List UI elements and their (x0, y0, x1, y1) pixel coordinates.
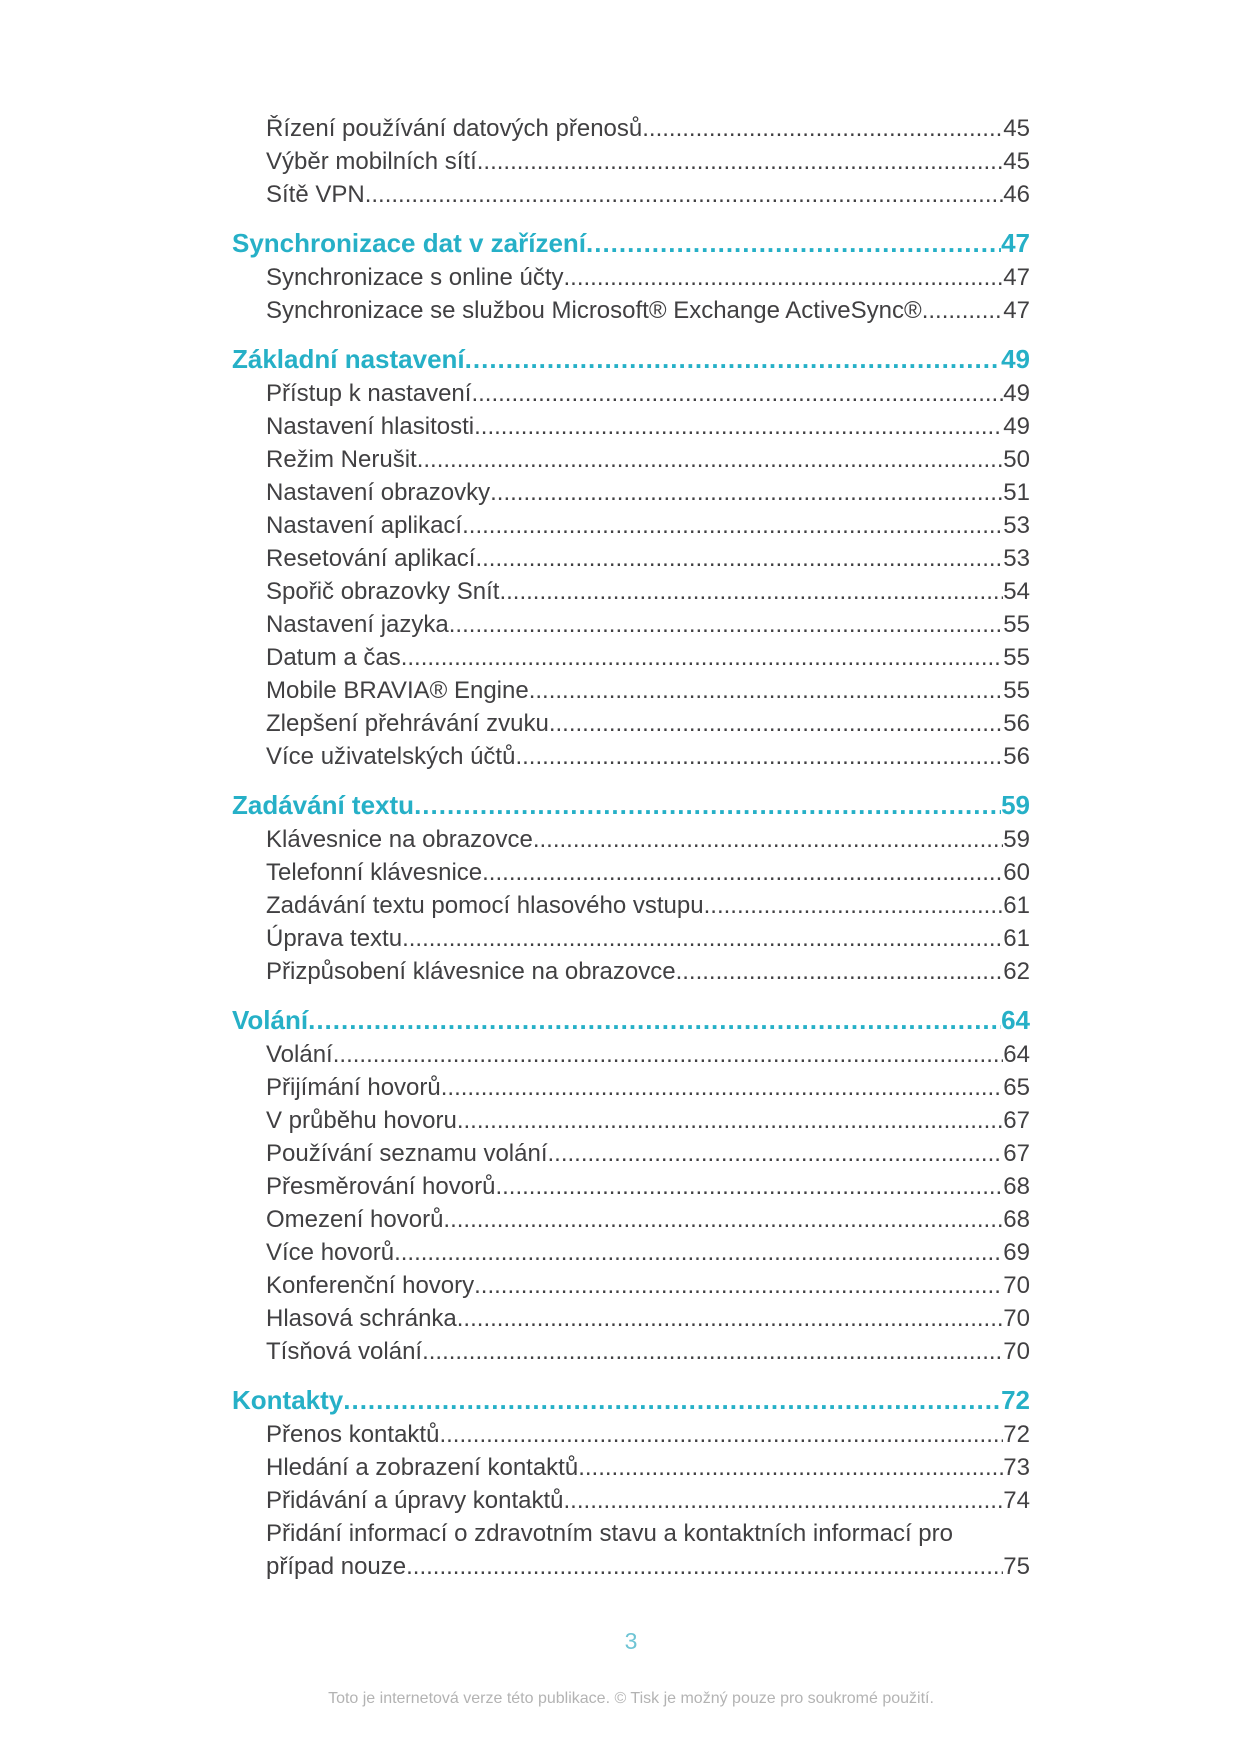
toc-entry-page: 70 (1003, 1305, 1030, 1332)
toc-leader-dots (457, 1104, 1003, 1137)
toc-leader-dots (471, 377, 1003, 410)
toc-entry-label: Datum a čas (266, 644, 401, 671)
toc-entry-label: Režim Nerušit (266, 446, 417, 473)
toc-entry-label: Synchronizace dat v zařízení (232, 228, 587, 258)
toc-entry-row[interactable] (232, 608, 1030, 641)
toc-entry-page: 59 (1001, 790, 1030, 820)
toc-entry-label: Nastavení obrazovky (266, 479, 491, 506)
toc-entry-page: 60 (1003, 859, 1030, 886)
toc-entry-page: 67 (1003, 1107, 1030, 1134)
toc-entry-label: Více uživatelských účtů (266, 743, 516, 770)
toc-entry-label: Přenos kontaktů (266, 1421, 440, 1448)
toc-leader-dots (449, 608, 1004, 641)
toc-entry-row[interactable] (232, 575, 1030, 608)
toc-entry-label: Řízení používání datových přenosů (266, 115, 643, 142)
toc-entry-page: 74 (1003, 1487, 1030, 1514)
toc-leader-dots (343, 1382, 1001, 1418)
toc-leader-dots (475, 542, 1003, 575)
toc-entry-row[interactable] (232, 476, 1030, 509)
toc-entry-row[interactable] (232, 1302, 1030, 1335)
toc-entry-row[interactable] (232, 261, 1030, 294)
toc-leader-dots (676, 955, 1004, 988)
toc-leader-dots (533, 823, 1003, 856)
toc-leader-dots (439, 1418, 1003, 1451)
toc-entry-row[interactable] (232, 1451, 1030, 1484)
toc-leader-dots (474, 410, 1003, 443)
toc-entry-page: 49 (1001, 344, 1030, 374)
toc-entry-row[interactable] (232, 443, 1030, 476)
toc-entry-row[interactable] (232, 1418, 1030, 1451)
toc-leader-dots (642, 112, 1003, 145)
toc-leader-dots (402, 922, 1003, 955)
toc-entry-label: Konferenční hovory (266, 1272, 475, 1299)
toc-leader-dots (529, 674, 1004, 707)
toc-entry-page: 50 (1003, 446, 1030, 473)
toc-entry-row[interactable] (232, 707, 1030, 740)
toc-entry-row[interactable] (232, 1236, 1030, 1269)
toc-entry-label: Telefonní klávesnice (266, 859, 483, 886)
toc-entry-label: Synchronizace se službou Microsoft® Exchange ActiveSync® (266, 297, 922, 324)
toc-entry-page: 56 (1003, 710, 1030, 737)
toc-entry-page: 64 (1001, 1005, 1030, 1035)
toc-entry-row[interactable] (232, 1203, 1030, 1236)
toc-leader-dots (365, 178, 1004, 211)
toc-entry-row[interactable] (232, 410, 1030, 443)
toc-entry-page: 72 (1003, 1421, 1030, 1448)
toc-entry-page: 56 (1003, 743, 1030, 770)
toc-leader-dots (441, 1071, 1004, 1104)
toc-leader-dots (490, 476, 1003, 509)
toc-entry-label: Základní nastavení (232, 344, 465, 374)
toc-entry-label: Přijímání hovorů (266, 1074, 441, 1101)
toc-entry-row[interactable] (232, 377, 1030, 410)
toc-leader-dots (564, 261, 1004, 294)
toc-entry-page: 55 (1003, 611, 1030, 638)
toc-entry-row[interactable] (232, 542, 1030, 575)
toc-leader-dots (457, 1302, 1004, 1335)
toc-section-row[interactable] (232, 225, 1030, 261)
toc-leader-dots (586, 225, 1001, 261)
toc-entry-page: 70 (1003, 1338, 1030, 1365)
toc-entry-page: 73 (1003, 1454, 1030, 1481)
toc-entry-label: Klávesnice na obrazovce (266, 826, 533, 853)
toc-entry-row[interactable] (232, 674, 1030, 707)
toc-entry-label: V průběhu hovoru (266, 1107, 457, 1134)
toc-entry-label: Spořič obrazovky Snít (266, 578, 500, 605)
toc-entry-label: Tísňová volání (266, 1338, 423, 1365)
toc-entry-label: Zadávání textu pomocí hlasového vstupu (266, 892, 704, 919)
toc-entry-page: 47 (1003, 264, 1030, 291)
toc-leader-dots (499, 575, 1003, 608)
toc-leader-dots (515, 740, 1003, 773)
toc-entry-row[interactable] (232, 1137, 1030, 1170)
toc-entry-label: Úprava textu (266, 925, 403, 952)
toc-entry-page: 75 (1003, 1553, 1030, 1580)
toc-entry-label: Výběr mobilních sítí (266, 148, 477, 175)
toc-entry-row[interactable] (232, 178, 1030, 211)
toc-entry-label: Přidání informací o zdravotním stavu a kontaktních informací pro (266, 1520, 953, 1547)
toc-entry-row[interactable] (232, 1071, 1030, 1104)
toc-entry-page: 45 (1003, 148, 1030, 175)
toc-entry-row[interactable] (232, 1517, 1030, 1583)
toc-leader-dots (394, 1236, 1003, 1269)
toc-entry-label: Hledání a zobrazení kontaktů (266, 1454, 579, 1481)
toc-leader-dots (406, 1550, 1003, 1583)
toc-entry-page: 53 (1003, 545, 1030, 572)
toc-entry-row[interactable] (232, 922, 1030, 955)
toc-entry-label: Synchronizace s online účty (266, 264, 564, 291)
toc-entry-row[interactable] (232, 1104, 1030, 1137)
toc-entry-label: Volání (232, 1005, 309, 1035)
toc-leader-dots (477, 145, 1004, 178)
toc-leader-dots (495, 1170, 1003, 1203)
toc-entry-row[interactable] (232, 294, 1030, 327)
toc-leader-dots (414, 787, 1001, 823)
toc-entry-label: Sítě VPN (266, 181, 365, 208)
toc-entry-label: případ nouze (266, 1553, 407, 1580)
toc-entry-label: Přidávání a úpravy kontaktů (266, 1487, 564, 1514)
toc-entry-page: 68 (1003, 1206, 1030, 1233)
toc-entry-row[interactable] (232, 145, 1030, 178)
toc-entry-row[interactable] (232, 509, 1030, 542)
toc-list (232, 112, 1030, 1583)
toc-entry-page: 55 (1003, 644, 1030, 671)
toc-entry-label: Omezení hovorů (266, 1206, 444, 1233)
toc-entry-label: Přesměrování hovorů (266, 1173, 496, 1200)
toc-entry-page: 61 (1003, 925, 1030, 952)
toc-entry-page: 62 (1003, 958, 1030, 985)
toc-leader-dots (564, 1484, 1004, 1517)
toc-leader-dots (308, 1002, 1001, 1038)
toc-entry-row[interactable] (232, 823, 1030, 856)
toc-entry-label: Nastavení hlasitosti (266, 413, 475, 440)
toc-entry-label: Přístup k nastavení (266, 380, 472, 407)
toc-entry-label: Nastavení aplikací (266, 512, 463, 539)
toc-entry-label: Resetování aplikací (266, 545, 476, 572)
toc-entry-page: 49 (1003, 380, 1030, 407)
toc-entry-label: Volání (266, 1041, 333, 1068)
toc-entry-page: 46 (1003, 181, 1030, 208)
toc-leader-dots (417, 443, 1004, 476)
toc-entry-label: Kontakty (232, 1385, 344, 1415)
toc-entry-row[interactable] (232, 856, 1030, 889)
toc-entry-label: Hlasová schránka (266, 1305, 457, 1332)
page-number: 3 (624, 1628, 638, 1654)
toc-section-row[interactable] (232, 787, 1030, 823)
toc-entry-row[interactable] (232, 889, 1030, 922)
toc-leader-dots (422, 1335, 1003, 1368)
toc-leader-dots (462, 509, 1003, 542)
toc-entry-page: 47 (1003, 297, 1030, 324)
toc-leader-dots (548, 1137, 1004, 1170)
toc-entry-row[interactable] (232, 1170, 1030, 1203)
toc-entry-page: 61 (1003, 892, 1030, 919)
toc-entry-page: 55 (1003, 677, 1030, 704)
toc-entry-row[interactable] (232, 1484, 1030, 1517)
toc-entry-label: Více hovorů (266, 1239, 395, 1266)
toc-entry-page: 65 (1003, 1074, 1030, 1101)
toc-entry-row[interactable] (232, 112, 1030, 145)
toc-entry-row[interactable] (232, 1038, 1030, 1071)
toc-entry-page: 45 (1003, 115, 1030, 142)
toc-entry-row[interactable] (232, 641, 1030, 674)
toc-leader-dots (474, 1269, 1003, 1302)
toc-entry-label: Zadávání textu (232, 790, 415, 820)
toc-entry-label: Nastavení jazyka (266, 611, 449, 638)
toc-leader-dots (482, 856, 1003, 889)
toc-leader-dots (704, 889, 1004, 922)
toc-entry-page: 70 (1003, 1272, 1030, 1299)
toc-entry-label: Používání seznamu volání (266, 1140, 548, 1167)
toc-section-row[interactable] (232, 341, 1030, 377)
toc-entry-page: 47 (1001, 228, 1030, 258)
toc-leader-dots (922, 294, 1004, 327)
toc-leader-dots (443, 1203, 1003, 1236)
toc-leader-dots (465, 341, 1001, 377)
toc-entry-row[interactable] (232, 1335, 1030, 1368)
toc-leader-dots (549, 707, 1003, 740)
toc-entry-label: Přizpůsobení klávesnice na obrazovce (266, 958, 676, 985)
toc-leader-dots (578, 1451, 1003, 1484)
toc-section-row[interactable] (232, 1382, 1030, 1418)
toc-entry-page: 67 (1003, 1140, 1030, 1167)
toc-entry-page: 53 (1003, 512, 1030, 539)
toc-entry-row[interactable] (232, 1269, 1030, 1302)
toc-entry-page: 68 (1003, 1173, 1030, 1200)
toc-leader-dots (333, 1038, 1004, 1071)
toc-entry-label: Mobile BRAVIA® Engine (266, 677, 529, 704)
toc-leader-dots (401, 641, 1004, 674)
toc-entry-row[interactable] (232, 740, 1030, 773)
toc-entry-page: 59 (1003, 826, 1030, 853)
footer-note: Toto je internetová verze této publikace. © Tisk je možný pouze pro soukromé použití. (328, 1690, 934, 1707)
toc-entry-label: Zlepšení přehrávání zvuku (266, 710, 549, 737)
toc-section-row[interactable] (232, 1002, 1030, 1038)
toc-entry-page: 64 (1003, 1041, 1030, 1068)
toc-entry-page: 69 (1003, 1239, 1030, 1266)
toc-entry-page: 49 (1003, 413, 1030, 440)
toc-entry-page: 72 (1001, 1385, 1030, 1415)
toc-entry-row[interactable] (232, 955, 1030, 988)
toc-entry-page: 51 (1003, 479, 1030, 506)
toc-entry-page: 54 (1003, 578, 1030, 605)
